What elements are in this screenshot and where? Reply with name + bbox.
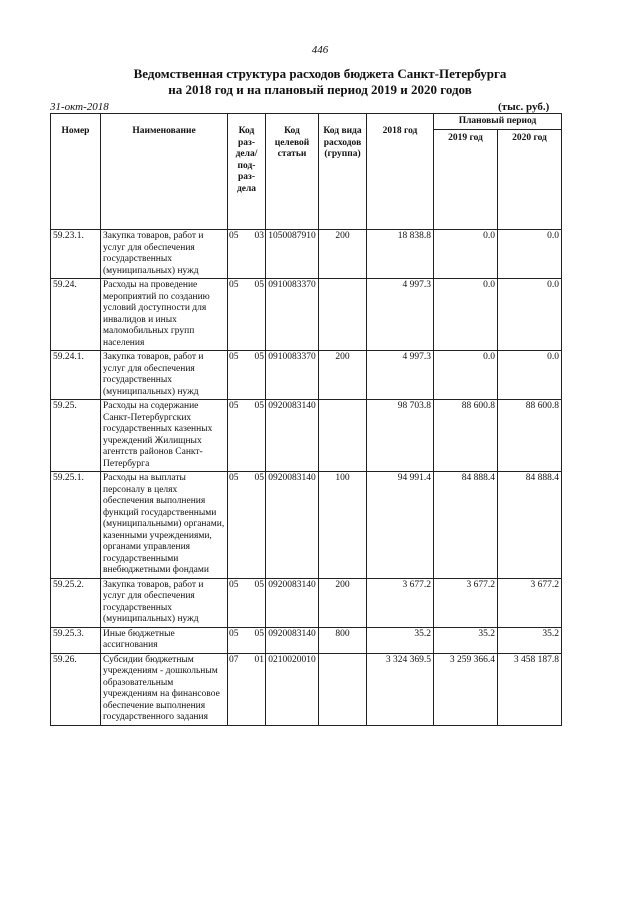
header-number: Номер [51,114,101,230]
section-code: 05 [229,352,239,362]
table-row [51,472,562,579]
row-amount-2018: 3 324 369.5 [367,653,434,725]
table-row [51,279,562,351]
section-code: 05 [229,628,239,639]
row-expense-type: 100 [319,472,367,579]
row-amount-2018: 35.2 [367,627,434,653]
units-label: (тыс. руб.) [498,101,550,113]
row-name: Иные бюджетные ассигнования [101,627,228,653]
section-code-pair [229,655,264,667]
row-amount-2018: 3 677.2 [367,578,434,627]
section-code-pair [229,629,264,641]
section-code: 05 [229,473,239,483]
section-code-pair [229,473,264,485]
row-number: 59.25.3. [51,627,101,653]
row-amount-2020: 84 888.4 [498,472,562,579]
header-section-code: Код раз-дела/ под-раз-дела [228,114,266,230]
section-code: 05 [229,231,239,241]
document-title [0,66,640,98]
row-expense-type: 800 [319,627,367,653]
row-amount-2018: 4 997.3 [367,279,434,351]
row-target-code: 0920083140 [266,472,319,579]
subsection-code: 01 [254,654,264,665]
row-target-code: 0920083140 [266,578,319,627]
section-code-pair [229,352,264,364]
row-expense-type: 200 [319,351,367,400]
section-code-pair [229,580,264,592]
section-code-pair [229,401,264,413]
row-expense-type [319,400,367,472]
row-number: 59.23.1. [51,230,101,279]
row-amount-2020: 88 600.8 [498,400,562,472]
row-section-code [228,472,266,579]
row-section-code [228,279,266,351]
row-number: 59.25. [51,400,101,472]
subsection-code: 05 [254,579,264,590]
table-row [51,578,562,627]
row-number: 59.24. [51,279,101,351]
table-row [51,230,562,279]
row-number: 59.25.2. [51,578,101,627]
row-amount-2019: 88 600.8 [434,400,498,472]
row-amount-2019: 0.0 [434,351,498,400]
row-target-code: 0910083370 [266,351,319,400]
row-target-code: 0910083370 [266,279,319,351]
subsection-code: 05 [254,352,264,362]
row-amount-2019: 0.0 [434,230,498,279]
row-name: Расходы на выплаты персоналу в целях обеспечения выполнения функций государственными (муниципальными) органами, казенными учреждениями, органами управления государственными внебюджетными фондами [101,472,228,579]
row-name: Субсидии бюджетным учреждениям - дошкольным образовательным учреждениям на финансовое обеспечение выполнения государственного задания [101,653,228,725]
row-section-code [228,653,266,725]
row-number: 59.25.1. [51,472,101,579]
table-row [51,351,562,400]
budget-table [50,113,562,726]
section-code: 05 [229,280,239,290]
table-row [51,653,562,725]
table-body [51,230,562,726]
section-code: 07 [229,654,239,665]
row-amount-2020: 0.0 [498,279,562,351]
subsection-code: 05 [254,628,264,639]
table-row [51,400,562,472]
table-row [51,627,562,653]
row-name: Закупка товаров, работ и услуг для обеспечения государственных (муниципальных) нужд [101,578,228,627]
row-target-code: 0210020010 [266,653,319,725]
row-expense-type [319,279,367,351]
row-amount-2020: 3 458 187.8 [498,653,562,725]
row-section-code [228,627,266,653]
header-name: Наименование [101,114,228,230]
row-section-code [228,578,266,627]
header-target-code: Код целевой статьи [266,114,319,230]
row-amount-2018: 98 703.8 [367,400,434,472]
section-code: 05 [229,401,239,411]
section-code: 05 [229,579,239,590]
subsection-code: 05 [254,280,264,290]
row-section-code [228,230,266,279]
row-amount-2019: 3 677.2 [434,578,498,627]
row-amount-2018: 4 997.3 [367,351,434,400]
row-name: Закупка товаров, работ и услуг для обеспечения государственных (муниципальных) нужд [101,230,228,279]
section-code-pair [229,280,264,292]
subsection-code: 05 [254,473,264,483]
row-expense-type [319,653,367,725]
header-plan-period: Плановый период [434,114,562,130]
row-name: Расходы на содержание Санкт-Петербургских государственных казенных учреждений Жилищных агентств районов Санкт-Петербурга [101,400,228,472]
row-name: Закупка товаров, работ и услуг для обеспечения государственных (муниципальных) нужд [101,351,228,400]
subsection-code: 05 [254,401,264,411]
page-number: 446 [311,44,329,56]
row-section-code [228,351,266,400]
header-2020: 2020 год [498,130,562,230]
row-number: 59.26. [51,653,101,725]
row-target-code: 0920083140 [266,400,319,472]
row-amount-2020: 35.2 [498,627,562,653]
row-amount-2020: 0.0 [498,351,562,400]
section-code-pair [229,231,264,243]
document-date: 31-окт-2018 [50,101,109,113]
row-amount-2019: 0.0 [434,279,498,351]
row-target-code: 0920083140 [266,627,319,653]
row-number: 59.24.1. [51,351,101,400]
header-expense-type-code: Код вида расходов (группа) [319,114,367,230]
row-amount-2019: 3 259 366.4 [434,653,498,725]
title-line-1: Ведомственная структура расходов бюджета Санкт-Петербурга [133,66,507,81]
row-section-code [228,400,266,472]
row-amount-2018: 94 991.4 [367,472,434,579]
row-expense-type: 200 [319,230,367,279]
subsection-code: 03 [254,231,264,241]
row-expense-type: 200 [319,578,367,627]
row-amount-2020: 0.0 [498,230,562,279]
title-line-2: на 2018 год и на плановый период 2019 и 2020 годов [168,82,472,97]
row-amount-2019: 84 888.4 [434,472,498,579]
header-2018: 2018 год [367,114,434,230]
row-name: Расходы на проведение мероприятий по созданию условий доступности для инвалидов и иных маломобильных групп населения [101,279,228,351]
header-2019: 2019 год [434,130,498,230]
row-target-code: 1050087910 [266,230,319,279]
row-amount-2018: 18 838.8 [367,230,434,279]
row-amount-2019: 35.2 [434,627,498,653]
row-amount-2020: 3 677.2 [498,578,562,627]
